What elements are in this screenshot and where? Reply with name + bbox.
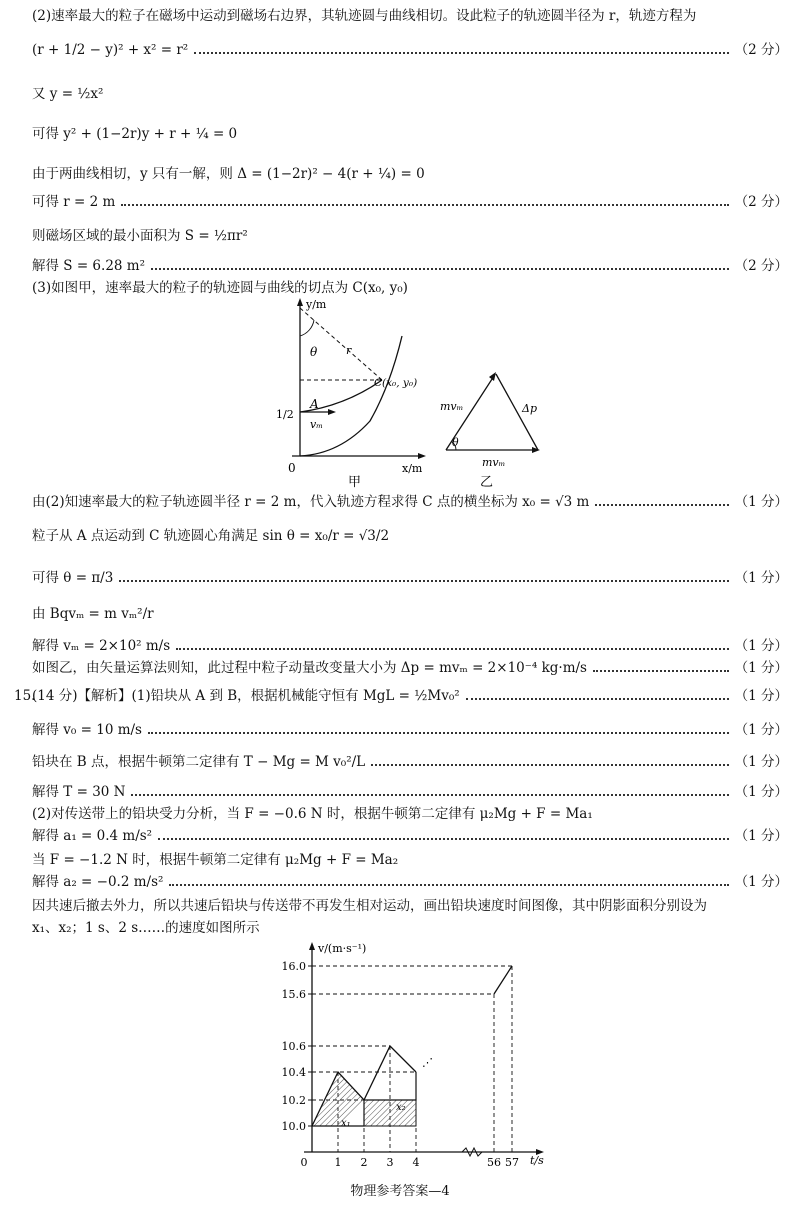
fig1-y-axis-label: y/m xyxy=(306,298,327,311)
continuation-dots: ⋰ xyxy=(422,1056,433,1069)
y-tick-label-1: 10.2 xyxy=(281,1094,306,1107)
fig1-label-theta: θ xyxy=(310,345,318,359)
text-line-4: 可得 y² + (1−2r)y + r + ¼ = 0 xyxy=(32,126,238,142)
x-tick-label-3: 3 xyxy=(386,1156,394,1169)
x-tick-label-6: 57 xyxy=(505,1156,519,1169)
fig1-label-A: A xyxy=(310,397,319,411)
chart-y-axis-label: v/(m·s⁻¹) xyxy=(318,942,367,955)
text-line-20: (2)对传送带上的铅块受力分析，当 F = −0.6 N 时，根据牛顿第二定律有 μ₂Mg + F = Ma₁ xyxy=(32,806,593,822)
shaded-area-x2 xyxy=(364,1100,416,1126)
text-line-15: 如图乙，由矢量运算法则知，此过程中粒子动量改变量大小为 Δp = mvₘ = 2×10⁻⁴ kg·m/s （1 分） xyxy=(32,660,788,676)
figure-jia xyxy=(270,296,430,490)
text-line-5: 由于两曲线相切，y 只有一解，则 Δ = (1−2r)² − 4(r + ¼) = 0 xyxy=(32,166,425,182)
text-line-17: 解得 v₀ = 10 m/s （1 分） xyxy=(32,722,788,738)
text-line-3: 又 y = ½x² xyxy=(32,86,104,102)
velocity-time-chart xyxy=(262,940,562,1176)
chart-annotation-x2: x₂ xyxy=(396,1102,406,1113)
y-tick-label-2: 10.4 xyxy=(281,1066,306,1079)
fig2-side-left: mvₘ xyxy=(440,400,464,413)
text-line-25: x₁、x₂；1 s、2 s……的速度如图所示 xyxy=(32,920,260,936)
y-tick-label-3: 10.6 xyxy=(281,1040,306,1053)
text-line-16: (14 分)【解析】(1)铅块从 A 到 B，根据机械能守恒有 MgL = ½Mv₀² （1 分） xyxy=(32,688,788,704)
x-tick-label-5: 56 xyxy=(487,1156,501,1169)
fig1-label-C: C(x₀, y₀) xyxy=(374,377,418,389)
x-tick-label-2: 2 xyxy=(360,1156,368,1169)
text-line-1: (2)速率最大的粒子在磁场中运动到磁场右边界，其轨迹圆与曲线相切。设此粒子的轨迹圆半径为 r，轨迹方程为 xyxy=(32,8,697,24)
series-line-tail xyxy=(494,966,512,994)
y-tick-label-4: 15.6 xyxy=(281,988,306,1001)
chart-x-axis-label: t/s xyxy=(530,1154,544,1167)
x-tick-label-4: 4 xyxy=(412,1156,420,1169)
text-line-11: 粒子从 A 点运动到 C 轨迹圆心角满足 sin θ = x₀/r = √3/2 xyxy=(32,528,390,544)
text-line-21: 解得 a₁ = 0.4 m/s² （1 分） xyxy=(32,828,788,844)
text-line-18: 铅块在 B 点，根据牛顿第二定律有 T − Mg = M v₀²/L （1 分） xyxy=(32,754,788,770)
fig1-label-vm: vₘ xyxy=(310,418,323,431)
shaded-area-x1 xyxy=(312,1072,364,1126)
text-line-9: (3)如图甲，速率最大的粒子的轨迹圆与曲线的切点为 C(x₀, y₀) xyxy=(32,280,408,296)
chart-annotation-x1: x₁ xyxy=(341,1118,351,1129)
text-line-24: 因共速后撤去外力，所以共速后铅块与传送带不再发生相对运动，画出铅块速度时间图像，其中阴影面积分别设为 xyxy=(32,898,707,914)
page-footer: 物理参考答案—4 xyxy=(350,1184,450,1199)
fig1-label-r: r xyxy=(346,344,352,357)
y-tick-label-0: 10.0 xyxy=(281,1120,306,1133)
x-tick-label-0: 0 xyxy=(300,1156,308,1169)
text-line-2: (r + 1/2 − y)² + x² = r² （2 分） xyxy=(32,42,788,58)
text-line-8: 解得 S = 6.28 m² （2 分） xyxy=(32,258,788,274)
fig2-theta: θ xyxy=(452,436,459,449)
text-line-19: 解得 T = 30 N （1 分） xyxy=(32,784,788,800)
text-line-12: 可得 θ = π/3 （1 分） xyxy=(32,570,788,586)
fig2-caption: 乙 xyxy=(480,475,494,490)
text-line-7: 则磁场区域的最小面积为 S = ½πr² xyxy=(32,228,248,244)
text-line-22: 当 F = −1.2 N 时，根据牛顿第二定律有 μ₂Mg + F = Ma₂ xyxy=(32,852,399,868)
fig2-side-bottom: mvₘ xyxy=(482,456,506,469)
figure-yi xyxy=(432,362,562,490)
fig2-side-right: Δp xyxy=(522,402,537,415)
x-tick-label-1: 1 xyxy=(334,1156,342,1169)
fig1-x-axis-label: x/m xyxy=(402,462,423,475)
y-tick-label-5: 16.0 xyxy=(281,960,306,973)
fig1-half-label: 1/2 xyxy=(276,408,294,421)
fig1-caption: 甲 xyxy=(348,475,362,490)
text-line-14: 解得 vₘ = 2×10² m/s （1 分） xyxy=(32,638,788,654)
text-line-10: 由(2)知速率最大的粒子轨迹圆半径 r = 2 m，代入轨迹方程求得 C 点的横坐标为 x₀ = √3 m （1 分） xyxy=(32,494,788,510)
text-line-6: 可得 r = 2 m （2 分） xyxy=(32,194,788,210)
fig1-origin: 0 xyxy=(288,461,296,475)
text-line-13: 由 Bqvₘ = m vₘ²/r xyxy=(32,606,154,622)
problem-number: 15. xyxy=(14,688,36,704)
text-line-23: 解得 a₂ = −0.2 m/s² （1 分） xyxy=(32,874,788,890)
